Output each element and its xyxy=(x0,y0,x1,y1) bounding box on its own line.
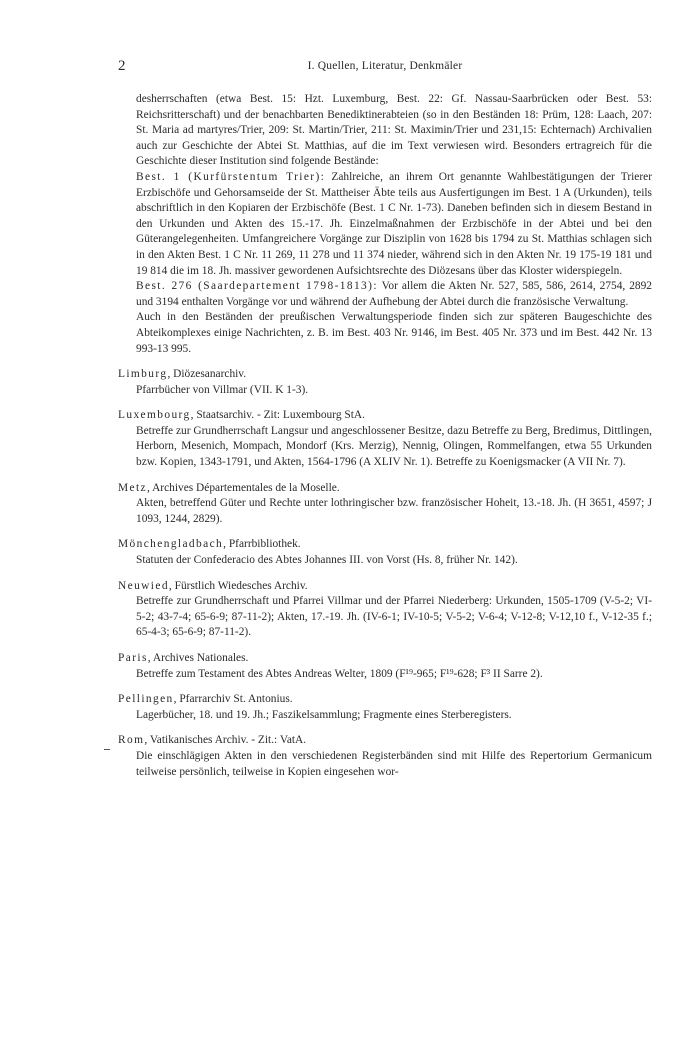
running-title: I. Quellen, Literatur, Denkmäler xyxy=(307,60,463,72)
entry-description: Statuten der Confederacio des Abtes Johannes III. von Vorst (Hs. 8, früher Nr. 142). xyxy=(136,554,518,567)
entry-title xyxy=(118,367,652,383)
archive-entry-moenchengladbach xyxy=(118,537,652,568)
entry-place: Paris xyxy=(118,652,148,664)
entry-place: Limburg xyxy=(118,368,168,381)
entry-description: Lagerbücher, 18. und 19. Jh.; Faszikelsammlung; Fragmente eines Sterberegisters. xyxy=(136,708,512,721)
entry-archive: , Staatsarchiv. - Zit: Luxembourg StA. xyxy=(190,409,365,422)
entry-place: Luxembourg xyxy=(118,409,191,422)
best-276-text: Vor allem die Akten Nr. 527, 585, 586, 2614, 2754, 2892 und 3194 enthalten Vorgänge vor und während der Aufhebung der Abtei durch die französische Verwaltung. xyxy=(136,280,652,308)
entry-archive: , Pfarrbibliothek. xyxy=(223,538,301,551)
page-body xyxy=(118,92,652,780)
archive-entry-rom xyxy=(118,733,652,780)
entry-archive: , Fürstlich Wiedesches Archiv. xyxy=(168,579,308,592)
intro-paragraph: desherrschaften (etwa Best. 15: Hzt. Luxemburg, Best. 22: Gf. Nassau-Saarbrücken oder Best. 53: Reichsritterschaft) und der benachbarten Benediktinerabteien (so in den Beständen 18: Prüm, 128: Laach, 207: St. Maria ad martyres/Trier, 209: St. Martin/Trier, 211: St. Maximin/Trier und 231,15: Echternach) Archivalien auch zur Geschichte der Abtei St. Matthias, auf die im Text verwiesen wird. Besonders ertragreich für die Geschichte dieser Institution sind folgende Bestände: xyxy=(136,93,652,168)
entry-archive: , Pfarrarchiv St. Antonius. xyxy=(173,693,293,706)
best-1-label: Best. 1 (Kurfürstentum Trier): xyxy=(136,170,326,183)
closing-paragraph: Auch in den Beständen der preußischen Verwaltungsperiode finden sich zur späteren Baugeschichte des Abteikomplexes einige Nachrichten, z. B. im Best. 403 Nr. 9146, im Best. 405 Nr. 373 und im Best. 442 Nr. 13 993-13 995. xyxy=(136,311,652,355)
page-header xyxy=(118,58,652,78)
entry-title xyxy=(118,651,652,667)
entry-description: Die einschlägigen Akten in den verschiedenen Registerbänden sind mit Hilfe des Repertorium Germanicum teilweise persönlich, teilweise in Kopien eingesehen wor- xyxy=(136,749,652,778)
best-1-text: Zahlreiche, an ihrem Ort genannte Wahlbestätigungen der Trierer Erzbischöfe und Gehorsamseide der St. Mattheiser Äbte teils aus Ausfertigungen im Best. 1 A (Urkunden), teils abschriftlich in den Kopiaren der Erzbischöfe (Best. 1 C Nr. 1-73). Daneben befinden sich in diesem Bestand in den Urkunden und Akten des 15.-17. Jh. Einzelmaßnahmen der Erzbischöfe in der Abtei und bei den Güterangelegenheiten. Umfangreichere Vorgänge zur Disziplin von 1628 bis 1794 zu St. Matthias schlagen sich in den Akten Best. 1 C Nr. 11 269, 11 278 und 11 374 nieder, während sich in den Akten Nr. 19 175-19 181 und 19 814 die im 18. Jh. massiver gewordenen Aufsichtsrechte des Diözesans über das Kloster widerspiegeln. xyxy=(136,170,652,277)
entry-description: Pfarrbücher von Villmar (VII. K 1-3). xyxy=(136,383,309,396)
entry-archive: , Vatikanisches Archiv. - Zit.: VatA. xyxy=(144,734,307,747)
entry-title xyxy=(118,408,652,424)
best-276-label: Best. 276 (Saardepartement 1798-1813): xyxy=(136,280,378,293)
entry-place: Rom xyxy=(118,734,145,747)
entry-archive: , Diözesanarchiv. xyxy=(167,368,247,381)
entry-description: Betreffe zum Testament des Abtes Andreas Welter, 1809 (F¹⁹-965; F¹⁹-628; F³ II Sarre 2). xyxy=(136,667,543,680)
entry-place: Neuwied xyxy=(118,579,169,592)
best-276-paragraph xyxy=(118,279,652,310)
archive-entry-neuwied xyxy=(118,579,652,641)
entry-description: Betreffe zur Grundherrschaft und Pfarrei Villmar und der Pfarrei Niederberg: Urkunden, 1505-1709 (V-5-2; VI-5-2; 43-7-4; 65-6-9; 87-11-2); Akten, 17.-19. Jh. (IV-6-1; IV-10-5; V-5-2; V-6-4; V-12-8; V-12,10 f., V-12-35 f.; 65-4-3; 65-6-9; 87-11-2). xyxy=(136,595,652,639)
entry-description: Betreffe zur Grundherrschaft Langsur und angeschlossener Besitze, dazu Betreffe zu Berg, Bredimus, Dittlingen, Herborn, Mesenich, Mompach, Mondorf (Krs. Merzig), Nennig, Olingen, Rommelfangen, etwa 55 Urkunden bzw. Kopien, 1343-1791, und Akten, 1564-1796 (A XLIV Nr. 1). Betreffe zu Koenigsmacker (A VII Nr. 7). xyxy=(136,424,652,469)
archive-entry-paris xyxy=(118,651,652,682)
entry-place: Mönchengladbach xyxy=(118,538,224,551)
entry-archive: , Archives Nationales. xyxy=(147,652,249,664)
margin-mark xyxy=(104,749,110,750)
entry-title xyxy=(118,481,652,497)
archive-entry-metz xyxy=(118,481,652,528)
entry-title xyxy=(118,692,652,708)
entry-title xyxy=(118,733,652,749)
entry-title xyxy=(118,579,652,595)
entry-archive: , Archives Départementales de la Moselle. xyxy=(147,481,340,494)
entry-place: Pellingen xyxy=(118,693,174,706)
entry-title xyxy=(118,537,652,553)
archive-entry-limburg xyxy=(118,367,652,398)
page-number: 2 xyxy=(118,58,126,74)
entry-description: Akten, betreffend Güter und Rechte unter lothringischer bzw. französischer Hoheit, 13.-18. Jh. (H 3651, 4597; J 1093, 1244, 2829). xyxy=(136,497,652,525)
entry-place: Metz xyxy=(118,481,148,494)
archive-entry-pellingen xyxy=(118,692,652,723)
best-1-paragraph xyxy=(118,170,652,279)
archive-entry-luxembourg xyxy=(118,408,652,470)
